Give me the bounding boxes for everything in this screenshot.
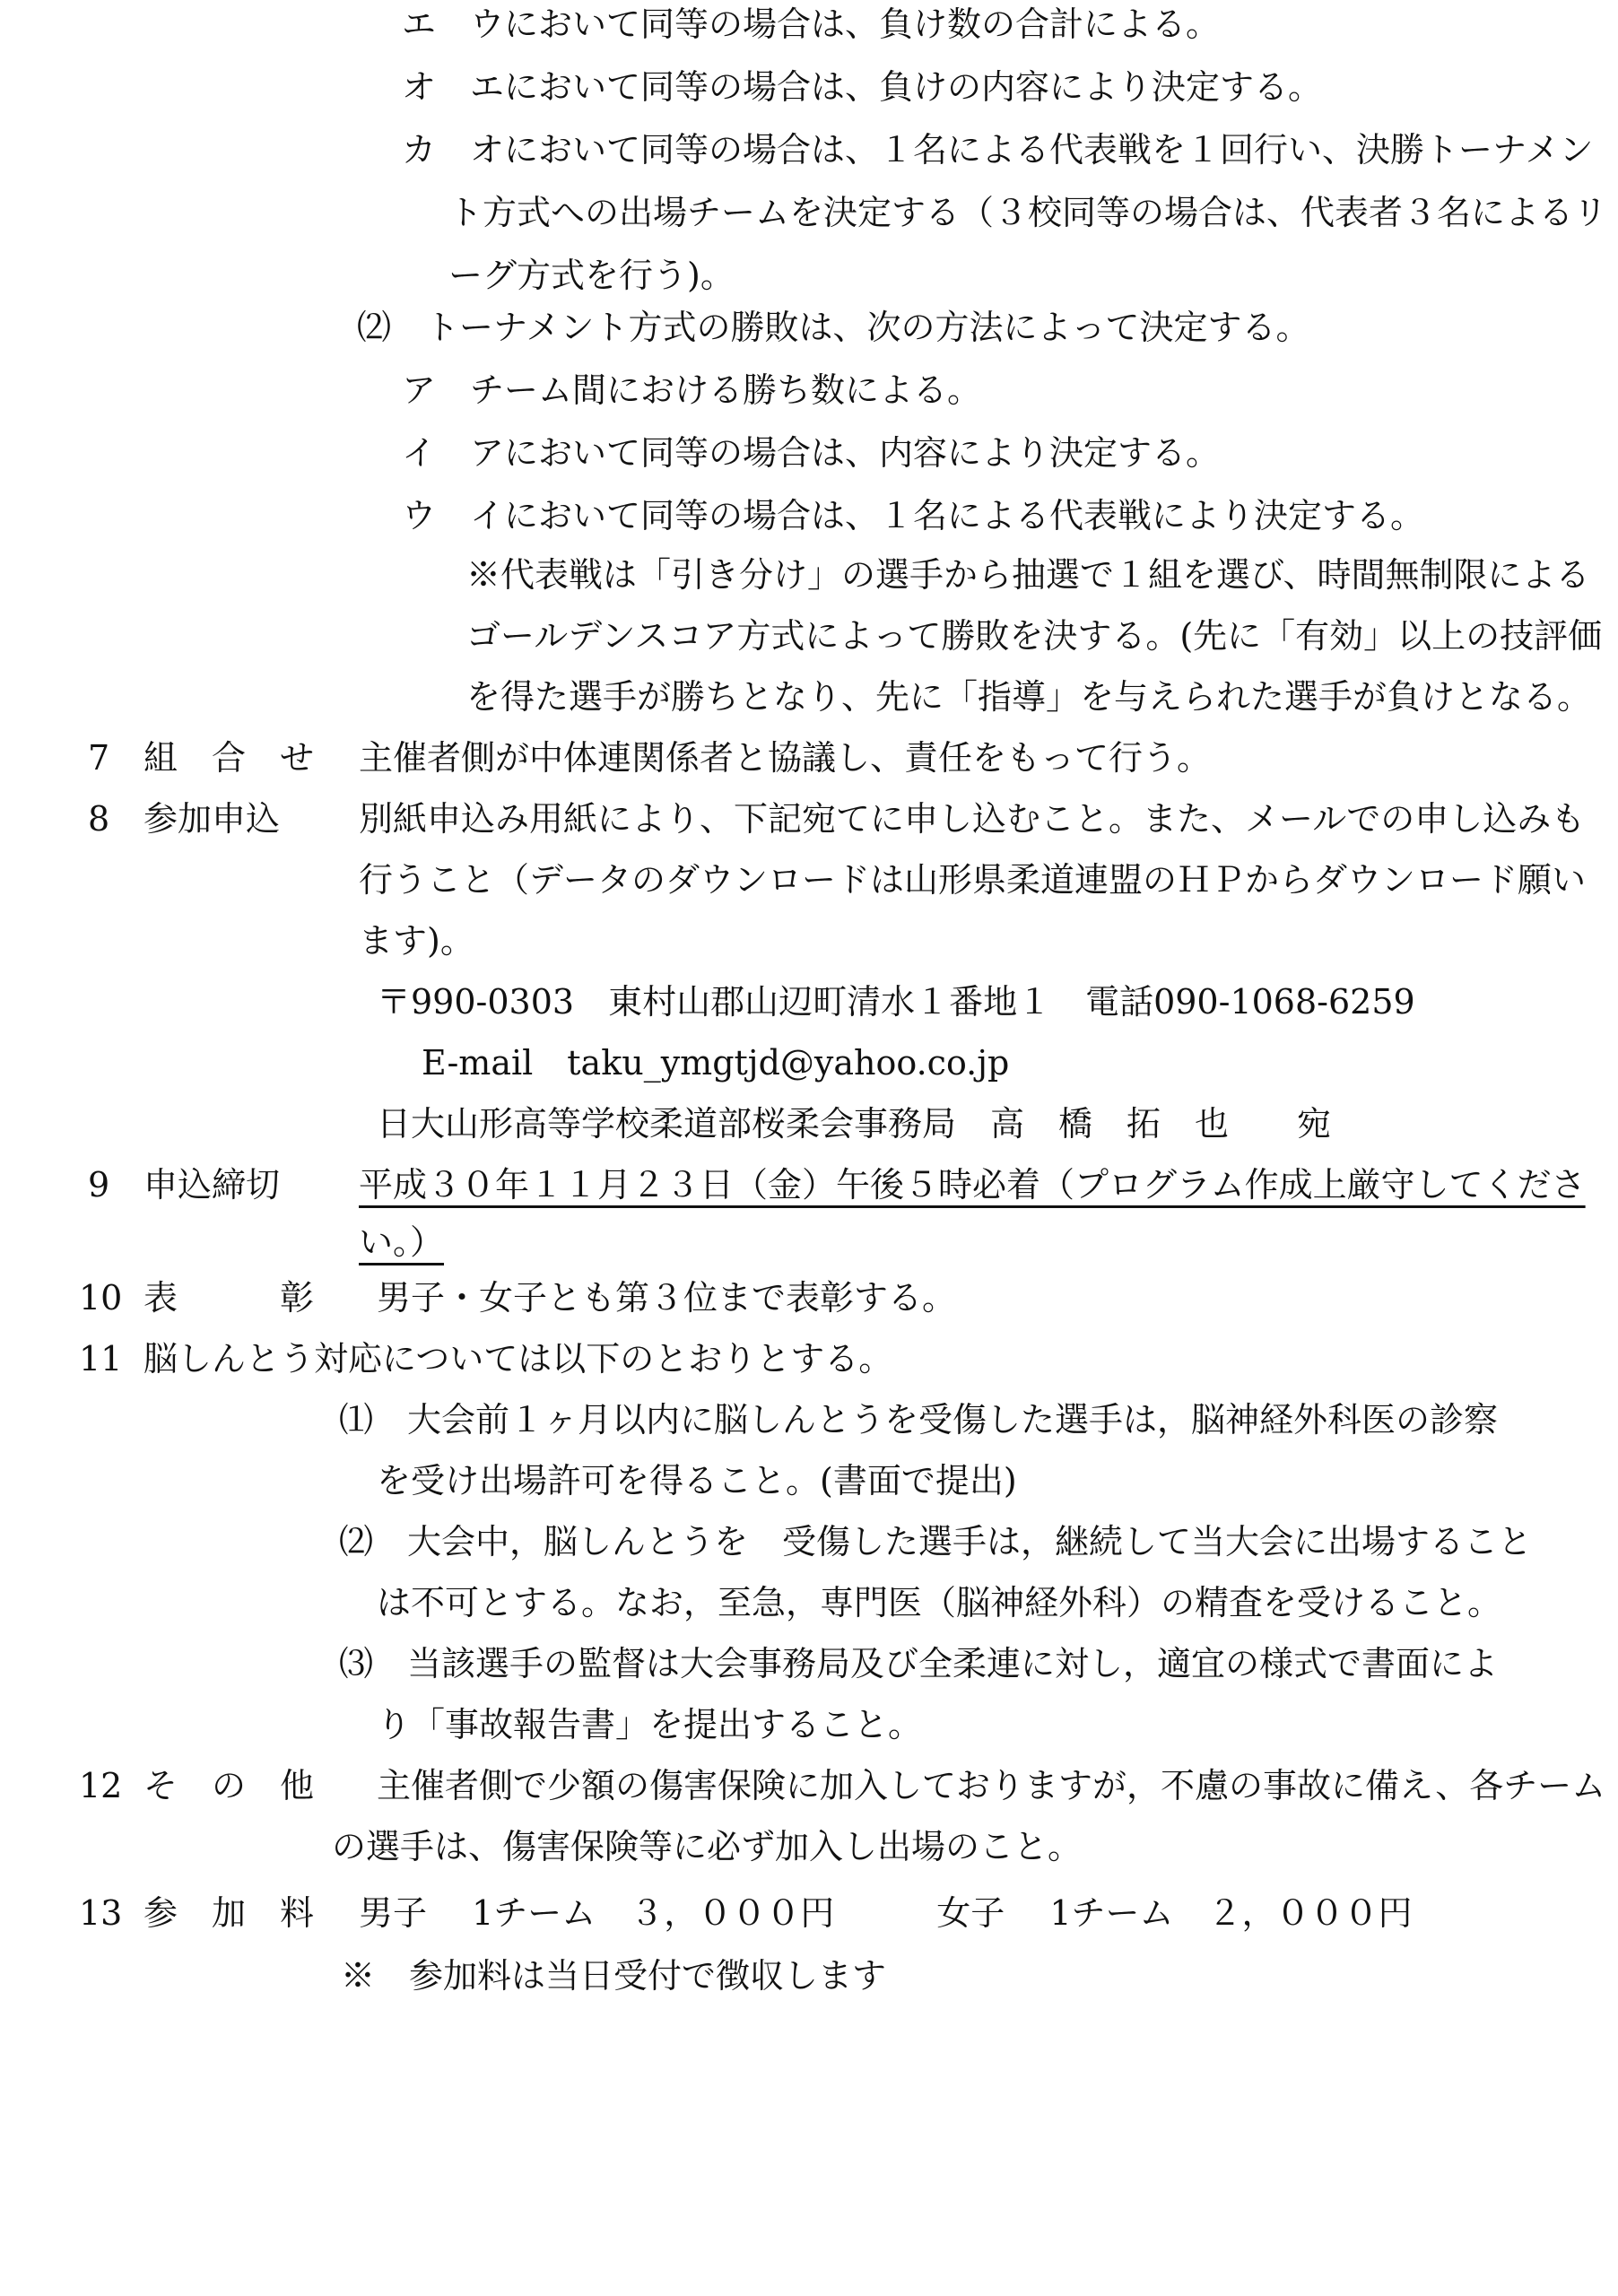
section-8-text-line2: 行うこと（データのダウンロードは山形県柔道連盟のＨＰからダウンロード願い <box>359 860 1587 900</box>
mailing-address: 〒990-0303 東村山郡山辺町清水１番地１ 電話090-1068-6259 <box>377 982 1415 1022</box>
representative-note-line2: ゴールデンスコア方式によって勝敗を決する。(先に「有効」以上の技評価 <box>466 616 1603 656</box>
section-10-number: 10 <box>79 1278 123 1318</box>
tournament-rule-heading: ⑵ トーナメント方式の勝敗は、次の方法によって決定する。 <box>357 308 1310 347</box>
criterion-ka-line2: ト方式への出場チームを決定する（３校同等の場合は、代表者３名によるリ <box>448 193 1608 232</box>
criterion-ka-line1: カ オにおいて同等の場合は、１名による代表戦を１回行い、決勝トーナメン <box>402 130 1594 170</box>
section-12-number: 12 <box>79 1766 123 1805</box>
section-10-text: 男子・女子とも第３位まで表彰する。 <box>377 1278 957 1318</box>
section-7-number: 7 <box>88 738 110 778</box>
deadline-line1: 平成３０年１１月２３日（金）午後５時必着（プログラム作成上厳守してくださ <box>359 1165 1586 1205</box>
section-11-number: 11 <box>79 1339 123 1378</box>
section-10-label: 表 彰 <box>144 1278 315 1318</box>
criterion-ka-line3: ーグ方式を行う)。 <box>448 256 735 295</box>
section-11-heading: 脳しんとう対応については以下のとおりとする。 <box>144 1339 893 1378</box>
concussion-item3-line2: り「事故報告書」を提出すること。 <box>377 1705 923 1744</box>
concussion-item2-line1: ⑵ 大会中，脳しんとうを 受傷した選手は，継続して当大会に出場すること <box>339 1522 1533 1561</box>
section-9-number: 9 <box>88 1165 110 1205</box>
concussion-item1-line1: ⑴ 大会前１ヶ月以内に脳しんとうを受傷した選手は，脳神経外科医の診察 <box>339 1400 1499 1439</box>
section-8-text-line1: 別紙申込み用紙により、下記宛てに申し込むこと。また、メールでの申し込みも <box>359 799 1586 839</box>
section-13-label: 参 加 料 <box>144 1893 315 1933</box>
representative-note-line3: を得た選手が勝ちとなり、先に「指導」を与えられた選手が負けとなる。 <box>466 677 1592 717</box>
tournament-rule-a: ア チーム間における勝ち数による。 <box>402 370 982 410</box>
section-12-text-line2: の選手は、傷害保険等に必ず加入し出場のこと。 <box>332 1827 1083 1866</box>
tournament-rule-u: ウ イにおいて同等の場合は、１名による代表戦により決定する。 <box>402 496 1425 535</box>
deadline-line2: い。） <box>359 1222 445 1262</box>
entry-fee: 男子 1チーム ３，０００円 女子 1チーム ２，０００円 <box>359 1893 1413 1933</box>
section-8-label: 参加申込 <box>144 799 281 839</box>
concussion-item1-line2: を受け出場許可を得ること。(書面で提出) <box>377 1461 1017 1500</box>
recipient: 日大山形高等学校柔道部桜柔会事務局 高 橋 拓 也 宛 <box>377 1104 1332 1144</box>
concussion-item2-line2: は不可とする。なお，至急，専門医（脳神経外科）の精査を受けること。 <box>377 1583 1502 1622</box>
criterion-o: オ エにおいて同等の場合は、負けの内容により決定する。 <box>402 67 1323 107</box>
section-8-number: 8 <box>88 799 110 839</box>
section-12-label: そ の 他 <box>144 1766 315 1805</box>
section-7-text: 主催者側が中体連関係者と協議し、責任をもって行う。 <box>359 738 1212 778</box>
concussion-item3-line1: ⑶ 当該選手の監督は大会事務局及び全柔連に対し，適宜の様式で書面によ <box>339 1644 1499 1683</box>
section-8-text-line3: ます)。 <box>359 921 474 961</box>
section-9-label: 申込締切 <box>144 1165 281 1205</box>
tournament-rule-i: イ アにおいて同等の場合は、内容により決定する。 <box>402 433 1221 473</box>
section-13-number: 13 <box>79 1893 123 1933</box>
email-address: E-mail taku_ymgtjd@yahoo.co.jp <box>422 1043 1010 1083</box>
criterion-e: エ ウにおいて同等の場合は、負け数の合計による。 <box>402 4 1221 44</box>
entry-fee-note: ※ 参加料は当日受付で徴収します <box>341 1956 887 1996</box>
representative-note-line1: ※代表戦は「引き分け」の選手から抽選で１組を選び、時間無制限による <box>466 555 1590 595</box>
section-7-label: 組 合 せ <box>144 738 315 778</box>
section-12-text-line1: 主催者側で少額の傷害保険に加入しておりますが，不慮の事故に備え、各チーム <box>377 1766 1606 1805</box>
